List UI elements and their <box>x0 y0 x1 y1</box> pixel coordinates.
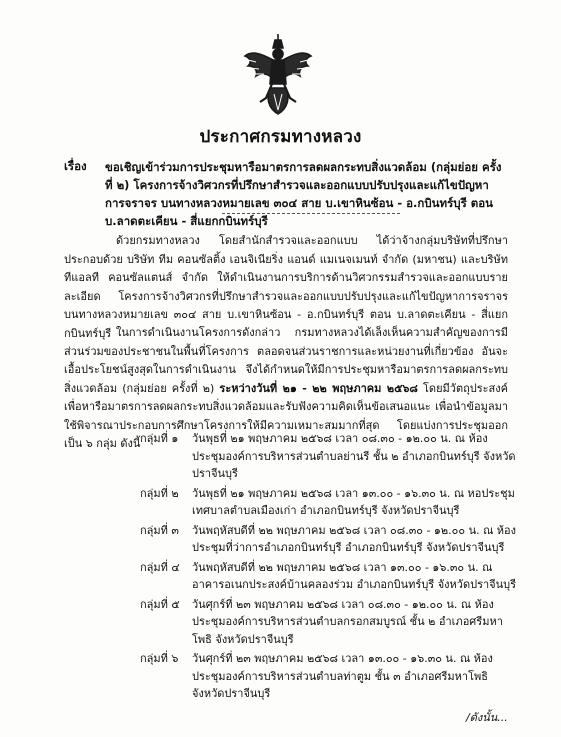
group-details: วันพุธที่ ๒๑ พฤษภาคม ๒๕๖๘ เวลา ๐๘.๓๐ - ๑๒.๐๐ น. ณ ห้องประชุมองค์การบริหารส่วนตำบลย่านรี ชั้น ๒ อำเภอกบินทร์บุรี จังหวัดปราจีนบุรี <box>192 432 516 480</box>
paragraph-meeting-text-a: ในการดำเนินงานโครงการดังกล่าว กรมทางหลวงได้เล็งเห็นความสำคัญของการมีส่วนร่วมของประชาชนในพื้นที่โครงการ ตลอดจนส่วนราชการและหน่วยงานที่เกี่ยวข้อง อันจะเอื้อประโยชน์สูงสุดในการดำเนินงาน จึงได้กำหนดให้มีการประชุมหารือมาตรการลดผลกระทบสิ่งแวดล้อม (กลุ่มย่อย ครั้งที่ ๒) <box>64 326 508 395</box>
group-label: กลุ่มที่ ๖ <box>140 652 179 665</box>
list-item <box>140 485 520 520</box>
subject-text: ขอเชิญเข้าร่วมการประชุมหารือมาตรการลดผลกระทบสิ่งแวดล้อม (กลุ่มย่อย ครั้งที่ ๒) โครงการจ้างวิศวกรที่ปรึกษาสำรวจและออกแบบปรับปรุงและแก้ไขปัญหาการจราจร บนทางหลวงหมายเลข ๓๐๔ สาย บ.เขาหินซ้อน - อ.กบินทร์บุรี ตอน บ.ลาดตะเคียน - สี่แยกกบินทร์บุรี <box>105 160 502 228</box>
continued-marker: /ดังนั้น... <box>466 711 508 724</box>
group-label: กลุ่มที่ ๓ <box>140 523 179 537</box>
group-label: กลุ่มที่ ๒ <box>140 486 179 500</box>
subject-label: เรื่อง <box>64 159 87 173</box>
group-details: วันพุธที่ ๒๑ พฤษภาคม ๒๕๖๘ เวลา ๑๓.๐๐ - ๑๖.๓๐ น. ณ หอประชุมเทศบาลตำบลเมืองเก่า อำเภอกบินทร์บุรี จังหวัดปราจีนบุรี <box>192 486 515 517</box>
group-details: วันศุกร์ที่ ๒๓ พฤษภาคม ๒๕๖๘ เวลา ๑๓.๐๐ - ๑๖.๓๐ น. ณ ห้องประชุมองค์การบริหารส่วนตำบลท่าตูม ชั้น ๓ อำเภอศรีมหาโพธิ จังหวัดปราจีนบุรี <box>192 652 493 700</box>
group-details: วันพฤหัสบดีที่ ๒๒ พฤษภาคม ๒๕๖๘ เวลา ๑๓.๐๐ - ๑๖.๓๐ น. ณ อาคารอเนกประสงค์บ้านคลองร่วม อำเภอกบินทร์บุรี จังหวัดปราจีนบุรี <box>192 560 517 591</box>
group-label: กลุ่มที่ ๔ <box>140 560 180 574</box>
list-item <box>140 650 520 703</box>
list-item <box>140 430 520 483</box>
page-title: ประกาศกรมทางหลวง <box>199 127 362 147</box>
garuda-emblem-icon <box>242 32 314 116</box>
group-details: วันศุกร์ที่ ๒๓ พฤษภาคม ๒๕๖๘ เวลา ๐๘.๓๐ - ๑๒.๐๐ น. ณ ห้องประชุมองค์การบริหารส่วนตำบลกรอกสมบูรณ์ ชั้น ๒ อำเภอศรีมหาโพธิ จังหวัดปราจีนบุรี <box>192 597 503 646</box>
group-label: กลุ่มที่ ๕ <box>140 597 180 611</box>
separator-line <box>222 213 400 214</box>
paragraph-intro-text: ด้วยกรมทางหลวง โดยสำนักสำรวจและออกแบบ ได้ว่าจ้างกลุ่มบริษัทที่ปรึกษา ประกอบด้วย บริษัท ทีม คอนซัลติ้ง เอนจิเนียริ่ง แอนด์ แมเนจเมนท์ จำกัด (มหาชน) และบริษัท ทีแอลที คอนซัลแตนส์ จำกัด ให้ดำเนินงานการบริการด้านวิศวกรรมสำรวจและออกแบบรายละเอียด โครงการจ้างวิศวกรที่ปรึกษาสำรวจและออกแบบปรับปรุงและแก้ไขปัญหาการจราจร บนทางหลวงหมายเลข ๓๐๔ สาย บ.เขาหินซ้อน - อ.กบินทร์บุรี ตอน บ.ลาดตะเคียน - สี่แยกกบินทร์บุรี <box>64 234 508 340</box>
list-item <box>140 559 520 594</box>
meeting-groups-list <box>140 430 520 705</box>
list-item <box>140 522 520 557</box>
paragraph-meeting-text-b: โดยมีวัตถุประสงค์เพื่อหารือมาตรการลดผลกระทบสิ่งแวดล้อมและรับฟังความคิดเห็นข้อเสนอแนะ เพื่อนำข้อมูลมาใช้พิจารณาประกอบการศึกษาโครงการให้มีความเหมาะสมมากที่สุด โดยแบ่งการประชุมออกเป็น ๖ กลุ่ม ดังนี้ <box>64 381 508 450</box>
list-item <box>140 596 520 649</box>
group-label: กลุ่มที่ ๑ <box>140 432 179 445</box>
meeting-dates: ระหว่างวันที่ ๒๑ - ๒๒ พฤษภาคม ๒๕๖๘ <box>219 381 418 395</box>
group-details: วันพฤหัสบดีที่ ๒๒ พฤษภาคม ๒๕๖๘ เวลา ๐๘.๓๐ - ๑๒.๐๐ น. ณ ห้องประชุมที่ว่าการอำเภอกบินทร์บุรี อำเภอกบินทร์บุรี จังหวัดปราจีนบุรี <box>192 523 517 554</box>
